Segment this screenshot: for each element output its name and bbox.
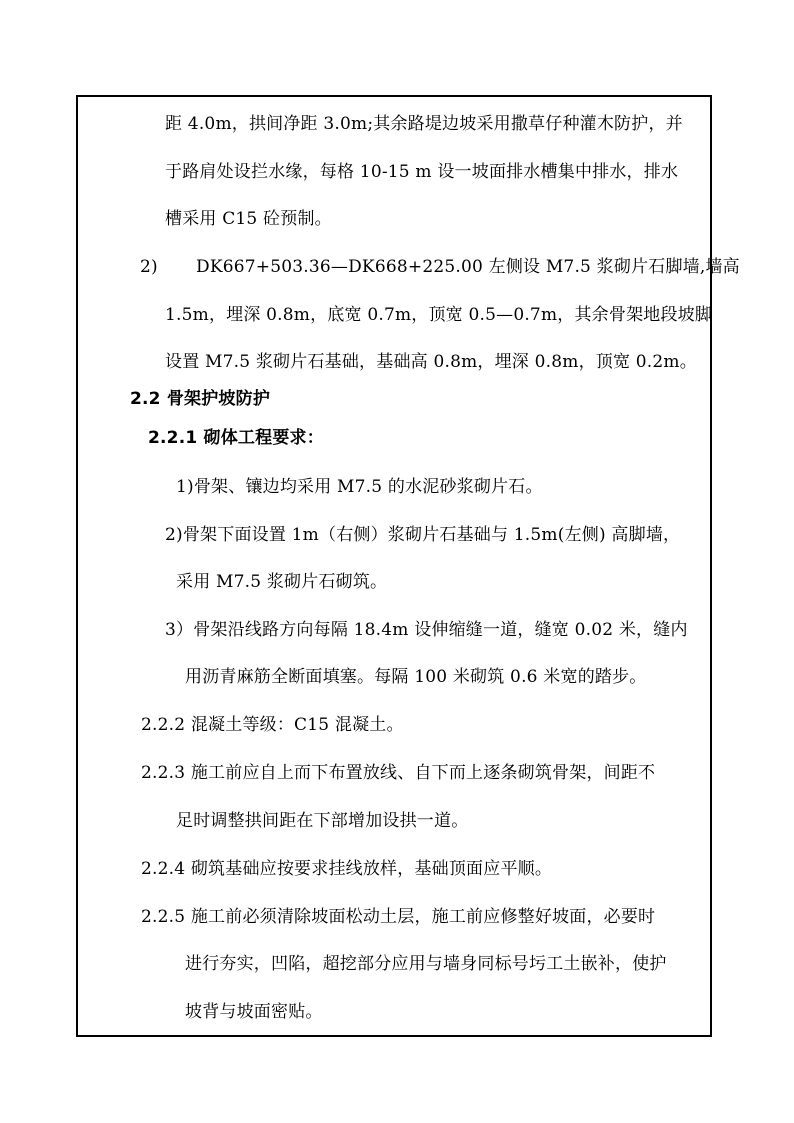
subsection-item: 2.2.2 混凝土等级：C15 混凝土。: [141, 715, 404, 735]
body-text-line: 设置 M7.5 浆砌片石基础，基础高 0.8m，埋深 0.8m，顶宽 0.2m。: [165, 352, 697, 372]
body-text-line: 1.5m，埋深 0.8m，底宽 0.7m，顶宽 0.5—0.7m，其余骨架地段坡脚: [165, 305, 713, 325]
list-item: 1)骨架、镶边均采用 M7.5 的水泥砂浆砌片石。: [176, 477, 543, 497]
subsection-item: 2.2.4 砌筑基础应按要求挂线放样，基础顶面应平顺。: [141, 859, 553, 879]
list-item: 3）骨架沿线路方向每隔 18.4m 设伸缩缝一道，缝宽 0.02 米，缝内: [165, 620, 688, 640]
section-heading: 2.2 骨架护坡防护: [130, 389, 271, 409]
list-item: 2)骨架下面设置 1m（右侧）浆砌片石基础与 1.5m(左侧) 高脚墙，: [165, 525, 681, 545]
body-text-line: 用沥青麻筋全断面填塞。每隔 100 米砌筑 0.6 米宽的踏步。: [185, 667, 647, 687]
document-frame: [76, 95, 712, 1037]
body-text-line: 槽采用 C15 砼预制。: [165, 209, 332, 229]
subsection-item: 2.2.3 施工前应自上而下布置放线、自下而上逐条砌筑骨架，间距不: [141, 763, 656, 783]
body-text-line: 坡背与坡面密贴。: [185, 1002, 323, 1022]
body-text-line: 采用 M7.5 浆砌片石砌筑。: [176, 572, 388, 592]
subsection-heading: 2.2.1 砌体工程要求：: [148, 428, 324, 448]
body-text-line: 足时调整拱间距在下部增加设拱一道。: [176, 811, 469, 831]
body-text-line: DK667+503.36—DK668+225.00 左侧设 M7.5 浆砌片石脚墙,墙高: [196, 257, 740, 277]
body-text-line: 于路肩处设拦水缘，每格 10-15 m 设一坡面排水槽集中排水，排水: [165, 162, 679, 182]
subsection-item: 2.2.5 施工前必须清除坡面松动土层，施工前应修整好坡面，必要时: [141, 907, 656, 927]
body-text-line: 进行夯实，凹陷，超挖部分应用与墙身同标号圬工土嵌补，使护: [185, 954, 667, 974]
list-number: 2): [140, 257, 158, 277]
body-text-line: 距 4.0m，拱间净距 3.0m;其余路堤边坡采用撒草仔种灌木防护，并: [165, 114, 683, 134]
